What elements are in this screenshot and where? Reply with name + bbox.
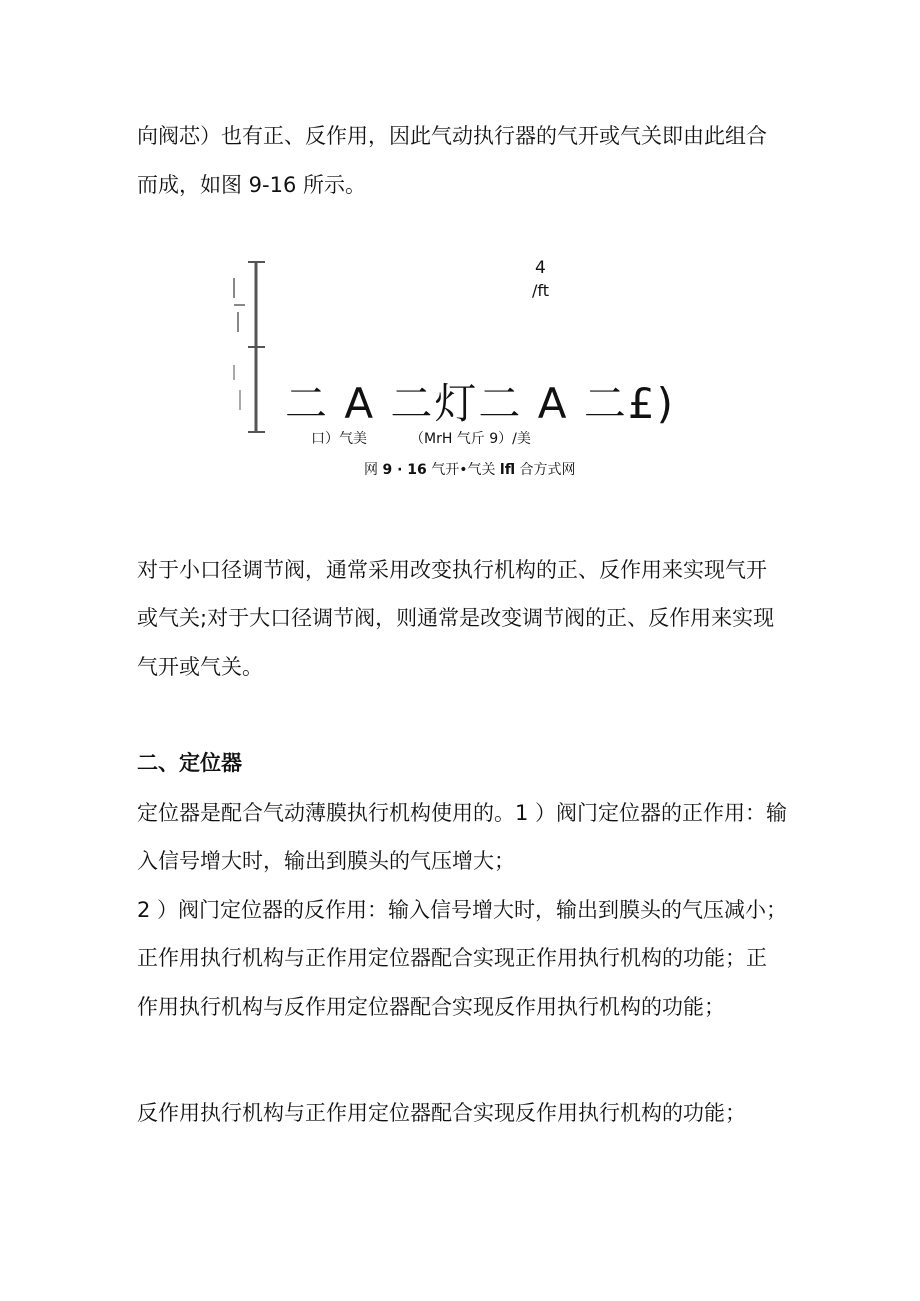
figure-caption-prefix: 网 [364,462,383,478]
figure-caption-number: 9 · 16 [382,462,427,478]
section-heading: 二、定位器 [137,751,242,775]
figure-caption [364,461,576,479]
paragraph-top-line-2: 而成，如图 9-16 所示。 [137,173,367,197]
figure-caption-bold2: lfl [499,462,516,478]
section-line-1: 定位器是配合气动薄膜执行机构使用的。1 ）阀门定位器的正作用：输 [137,801,788,825]
figure-caption-suffix: 合方式网 [515,462,576,478]
section-line-2: 入信号增大时，输出到膜头的气压增大； [137,849,515,873]
figure-label-b: （MrH 气斤 9）/美 [410,431,531,447]
section-line-3: 2 ）阀门定位器的反作用：输入信号增大时，输出到膜头的气压减小； [137,898,788,922]
figure-top-sub: /ft [532,281,550,300]
figure-caption-middle: 气开•气关 [426,462,500,478]
figure-symbols: 二 A 二灯二 A 二£) [285,379,675,428]
figure-label-a: 口）气美 [311,431,367,447]
section-line-4: 正作用执行机构与正作用定位器配合实现正作用执行机构的功能；正 [137,946,767,970]
figure-9-16 [225,250,705,490]
section-line-6: 反作用执行机构与正作用定位器配合实现反作用执行机构的功能； [137,1101,746,1125]
figure-top-number: 4 [535,258,546,278]
paragraph-mid-line-3: 气开或气关。 [137,655,263,679]
section-line-5: 作用执行机构与反作用定位器配合实现反作用执行机构的功能； [137,995,725,1019]
actuator-sketch-icon [225,250,285,440]
paragraph-mid-line-2: 或气关;对于大口径调节阀，则通常是改变调节阀的正、反作用来实现 [137,606,775,630]
paragraph-mid-line-1: 对于小口径调节阀，通常采用改变执行机构的正、反作用来实现气开 [137,558,767,582]
paragraph-top-line-1: 向阀芯）也有正、反作用，因此气动执行器的气开或气关即由此组合 [137,124,767,148]
